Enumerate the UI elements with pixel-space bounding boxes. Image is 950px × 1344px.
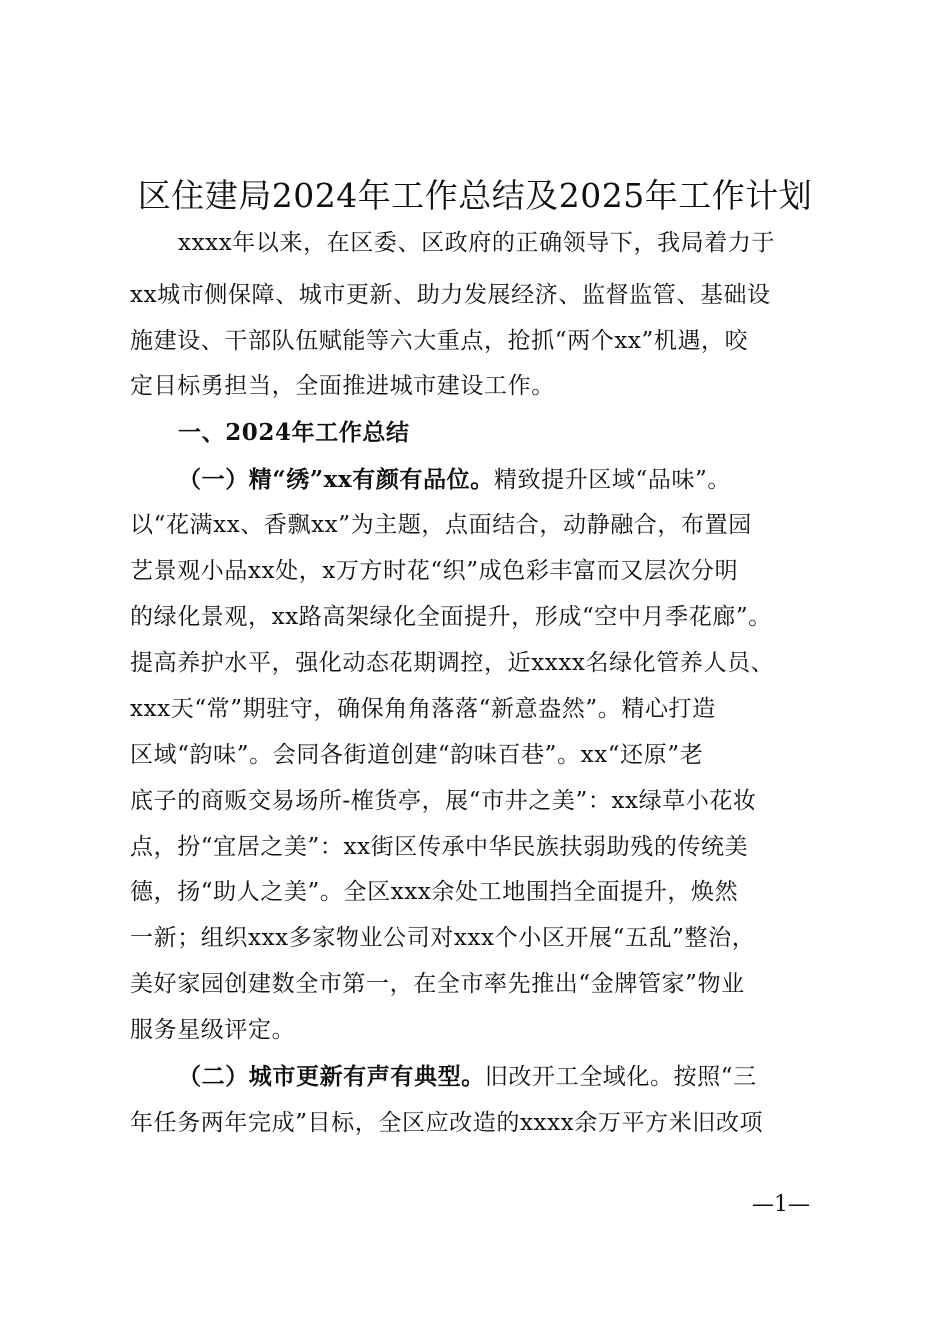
body-line: 提高养护水平，强化动态花期调控，近xxxx名绿化管养人员、 [130, 650, 775, 676]
body-line: 美好家园创建数全市第一，在全市率先推出“金牌管家”物业 [130, 971, 745, 997]
subsection-first-line [178, 1057, 757, 1097]
body-line: xxx天“常”期驻守，确保角角落落“新意盎然”。精心打造 [130, 696, 716, 722]
body-line: 年任务两年完成”目标，全区应改造的xxxx余万平方米旧改项 [130, 1110, 764, 1136]
body-line: 底子的商贩交易场所-榷货亭，展“市井之美”：xx绿草小花妆 [130, 788, 757, 814]
body-line: 的绿化景观，xx路高架绿化全面提升，形成“空中月季花廊”。 [130, 604, 772, 630]
subsection-heading: （一）精“绣”xx有颜有品位。 [178, 466, 494, 493]
body-line: 以“花满xx、香飘xx”为主题，点面结合，动静融合，布置园 [130, 512, 752, 538]
subsection-lead-text: 旧改开工全域化。按照“三 [484, 1064, 757, 1090]
intro-line: 定目标勇担当，全面推进城市建设工作。 [130, 373, 555, 399]
subsection-lead-text: 精致提升区域“品味”。 [493, 467, 732, 493]
section-heading: 一、2024年工作总结 [178, 419, 410, 446]
subsection-first-line [178, 460, 731, 500]
body-line: 一新；组织xxx多家物业公司对xxx个小区开展“五乱”整治， [130, 925, 756, 951]
body-line: 德，扬“助人之美”。全区xxx余处工地围挡全面提升，焕然 [130, 879, 739, 905]
intro-line: 施建设、干部队伍赋能等六大重点，抢抓“两个xx”机遇，咬 [130, 328, 749, 354]
intro-line: xx城市侧保障、城市更新、助力发展经济、监督监管、基础设 [130, 282, 771, 308]
page-number: —1— [752, 1192, 810, 1217]
body-line: 区域“韵味”。会同各街道创建“韵味百巷”。xx“还原”老 [130, 742, 704, 768]
body-line: 服务星级评定。 [130, 1017, 296, 1043]
body-line: 艺景观小品xx处，x万方时花“织”成色彩丰富而又层次分明 [130, 558, 739, 584]
body-line: 点，扮“宜居之美”：xx街区传承中华民族扶弱助残的传统美 [130, 834, 749, 860]
document-title: 区住建局2024年工作总结及2025年工作计划 [137, 176, 813, 215]
subsection-heading: （二）城市更新有声有典型。 [178, 1063, 485, 1090]
intro-line: xxxx年以来，在区委、区政府的正确领导下，我局着力于 [178, 230, 776, 256]
